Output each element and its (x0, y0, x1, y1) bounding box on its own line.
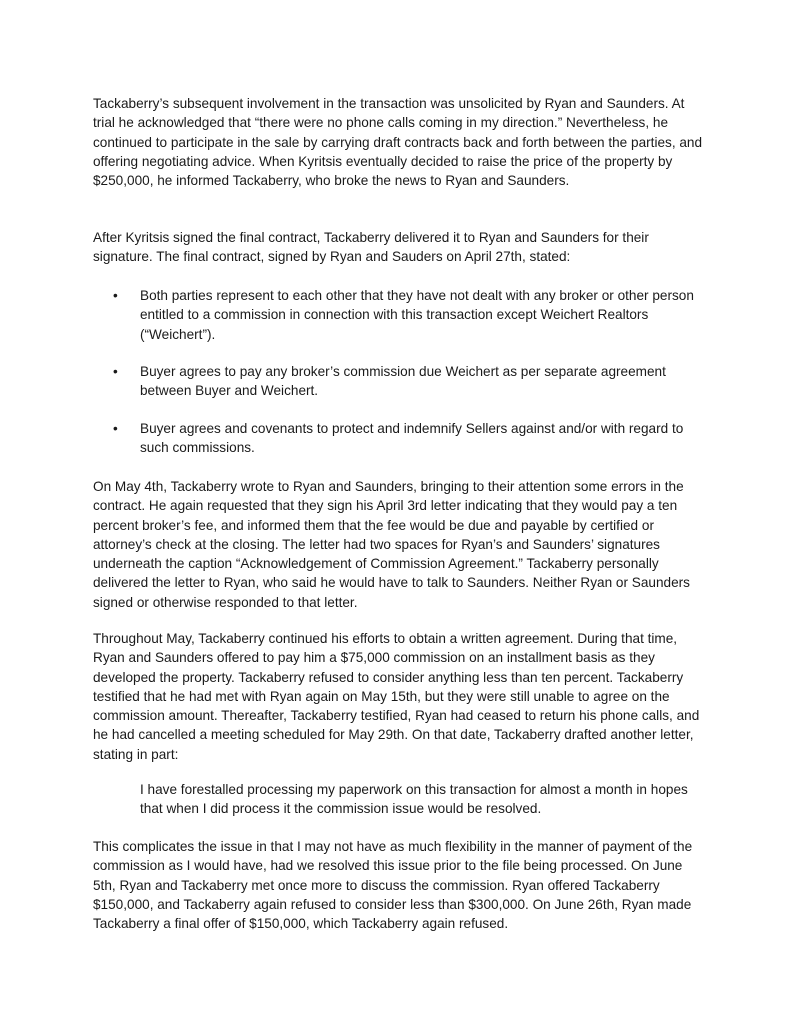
bullet-item-indemnify-sellers: Buyer agrees and covenants to protect and indemnify Sellers against and/or with regard to such commissions. (140, 421, 684, 456)
paragraph-throughout-may: Throughout May, Tackaberry continued his efforts to obtain a written agreement. During that time, Ryan and Saunders offered to pay him a $75,000 commission on an installment basis as they developed the property. Tackaberry refused to consider anything less than ten percent. Tackaberry testified that he had met with Ryan again on May 15th, but they were still unable to agree on the commission amount. Thereafter, Tackaberry testified, Ryan had ceased to return his phone calls, and he had cancelled a meeting scheduled for May 29th. On that date, Tackaberry drafted another letter, stating in part: (93, 631, 700, 762)
paragraph-final-contract: After Kyritsis signed the final contract, Tackaberry delivered it to Ryan and Saunders for their signature. The final contract, signed by Ryan and Sauders on April 27th, stated: (93, 230, 649, 265)
block-quote-letter: I have forestalled processing my paperwork on this transaction for almost a month in hopes that when I did process it the commission issue would be resolved. (140, 782, 688, 817)
bullet-item-buyer-pays-commission: Buyer agrees to pay any broker’s commission due Weichert as per separate agreement between Buyer and Weichert. (140, 364, 666, 399)
bullet-marker: • (113, 421, 118, 436)
bullet-item-broker-representation: Both parties represent to each other that they have not dealt with any broker or other person entitled to a commission in connection with this transaction except Weichert Realtors (“Weichert”). (140, 288, 694, 342)
paragraph-may-4th-letter: On May 4th, Tackaberry wrote to Ryan and Saunders, bringing to their attention some errors in the contract. He again requested that they sign his April 3rd letter indicating that they would pay a ten percent broker’s fee, and informed them that the fee would be due and payable by certified or attorney’s check at the closing. The letter had two spaces for Ryan’s and Saunders’ signatures underneath the caption “Acknowledgement of Commission Agreement.” Tackaberry personally delivered the letter to Ryan, who said he would have to talk to Saunders. Neither Ryan or Saunders signed or otherwise responded to that letter. (93, 479, 690, 610)
paragraph-involvement: Tackaberry’s subsequent involvement in the transaction was unsolicited by Ryan and Saunders. At trial he acknowledged that “there were no phone calls coming in my direction.” Nevertheless, he continued to participate in the sale by carrying draft contracts back and forth between the parties, and offering negotiating advice. When Kyritsis eventually decided to raise the price of the property by $250,000, he informed Tackaberry, who broke the news to Ryan and Saunders. (93, 96, 703, 189)
paragraph-june-negotiations: This complicates the issue in that I may not have as much flexibility in the manner of payment of the commission as I would have, had we resolved this issue prior to the file being processed. On June 5th, Ryan and Tackaberry met once more to discuss the commission. Ryan offered Tackaberry $150,000, and Tackaberry again refused to consider less than $300,000. On June 26th, Ryan made Tackaberry a final offer of $150,000, which Tackaberry again refused. (93, 839, 693, 932)
bullet-marker: • (113, 288, 118, 303)
bullet-marker: • (113, 364, 118, 379)
